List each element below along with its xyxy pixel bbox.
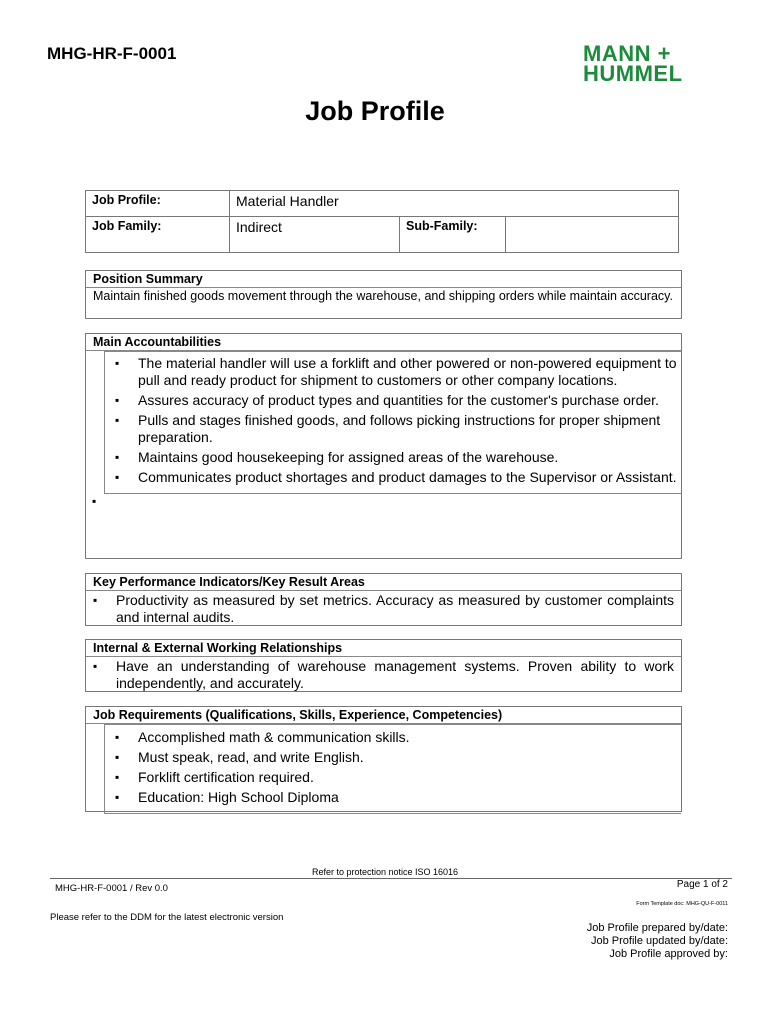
updated-by: Job Profile updated by/date:	[591, 935, 728, 947]
accountabilities-list	[115, 355, 681, 486]
main-accountabilities-section	[85, 333, 682, 559]
logo-plus: +	[657, 41, 671, 66]
job-profile-label: Job Profile:	[86, 191, 230, 217]
relationships-body	[86, 657, 681, 695]
logo-line2: HUMMEL	[583, 61, 683, 86]
signoff-block	[480, 922, 728, 961]
job-family-label: Job Family:	[86, 217, 230, 253]
list-item: ▪ Pulls and stages finished goods, and follows picking instructions for proper shipment preparation.	[115, 412, 681, 446]
ddm-note: Please refer to the DDM for the latest electronic version	[50, 912, 284, 923]
job-family-value: Indirect	[230, 217, 400, 253]
page-number: Page 1 of 2	[676, 879, 728, 890]
prepared-by: Job Profile prepared by/date:	[586, 922, 728, 934]
list-item: ▪ Productivity as measured by set metrics. Accuracy as measured by customer complaints and internal audits.	[93, 592, 674, 626]
job-requirements-section	[85, 706, 682, 812]
protection-notice: Refer to protection notice ISO 16016	[311, 867, 459, 877]
kpi-list	[93, 592, 674, 626]
job-profile-row	[86, 191, 679, 217]
list-item: ▪ Forklift certification required.	[115, 769, 681, 786]
list-item: ▪ Maintains good housekeeping for assigned areas of the warehouse.	[115, 449, 681, 466]
document-id: MHG-HR-F-0001	[47, 44, 177, 63]
position-summary-heading: Position Summary	[86, 271, 681, 288]
list-item: ▪ Accomplished math & communication skills.	[115, 729, 681, 746]
sub-family-value	[506, 217, 679, 253]
requirements-box	[104, 724, 681, 814]
job-info-table	[85, 190, 679, 253]
empty-bullet: ▪	[92, 494, 97, 508]
footer-divider	[50, 878, 732, 879]
requirements-list	[115, 729, 681, 806]
kpi-body	[86, 591, 681, 629]
list-item: ▪ Have an understanding of warehouse management systems. Proven ability to work independently, and accurately.	[93, 658, 674, 692]
job-requirements-heading: Job Requirements (Qualifications, Skills, Experience, Competencies)	[86, 707, 681, 724]
relationships-section	[85, 639, 682, 692]
job-profile-value: Material Handler	[230, 191, 679, 217]
list-item: ▪ Assures accuracy of product types and quantities for the customer's purchase order.	[115, 392, 681, 409]
revision-label: MHG-HR-F-0001 / Rev 0.0	[55, 883, 168, 894]
logo-line1: MANN	[583, 41, 651, 66]
relationships-list	[93, 658, 674, 692]
list-item: ▪ The material handler will use a forklift and other powered or non-powered equipment to pull and ready product for shipment to customers or other company locations.	[115, 355, 681, 389]
position-summary-text: Maintain finished goods movement through the warehouse, and shipping orders while maintain accuracy.	[93, 289, 673, 303]
position-summary-section	[85, 270, 682, 319]
mann-hummel-logo	[583, 41, 708, 86]
sub-family-label: Sub-Family:	[400, 217, 506, 253]
relationships-heading: Internal & External Working Relationships	[86, 640, 681, 657]
job-family-row	[86, 217, 679, 253]
main-accountabilities-heading: Main Accountabilities	[86, 334, 681, 351]
list-item: ▪ Must speak, read, and write English.	[115, 749, 681, 766]
kpi-section	[85, 573, 682, 626]
approved-by: Job Profile approved by:	[609, 948, 728, 960]
list-item: ▪ Education: High School Diploma	[115, 789, 681, 806]
page-title: Job Profile	[305, 96, 445, 126]
accountabilities-box	[104, 351, 681, 494]
list-item: ▪ Communicates product shortages and product damages to the Supervisor or Assistant.	[115, 469, 681, 486]
kpi-heading: Key Performance Indicators/Key Result Areas	[86, 574, 681, 591]
form-template-label: Form Template doc: MHG-QU-F-0011	[636, 901, 728, 907]
